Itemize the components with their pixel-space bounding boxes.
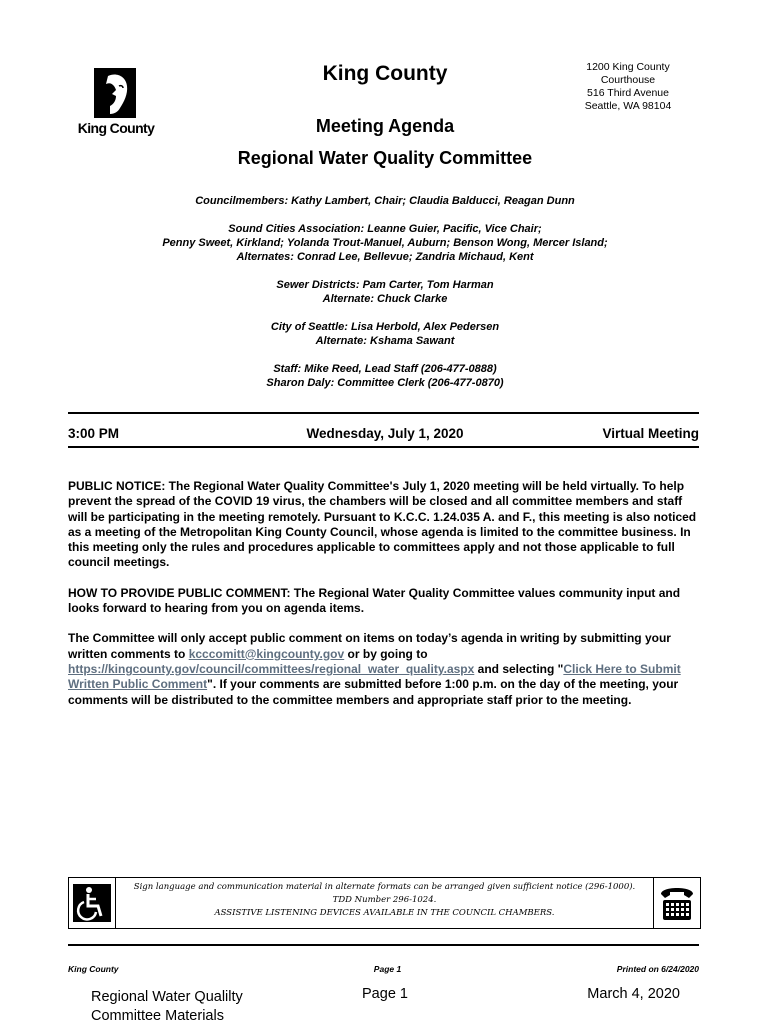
- tdd-phone-icon: [654, 878, 700, 928]
- accessibility-line: TDD Number 296-1024.: [332, 895, 437, 905]
- councilmembers: [60, 194, 710, 208]
- materials-label: [91, 988, 291, 1026]
- instructions-text: and selecting ": [474, 661, 564, 676]
- accessibility-text: [125, 881, 644, 920]
- divider: [68, 446, 699, 448]
- staff-line: Sharon Daly: Committee Clerk (206-477-0870): [266, 377, 504, 389]
- footer-printed: Printed on 6/24/2020: [616, 964, 699, 974]
- committee-url-link[interactable]: https://kingcounty.gov/council/committees/regional_water_quality.aspx: [68, 661, 475, 676]
- agenda-heading: Meeting Agenda: [315, 116, 455, 136]
- footer-org: King County: [68, 964, 119, 974]
- wheelchair-icon: [69, 878, 115, 928]
- sewer-districts-line: Alternate: Chuck Clarke: [322, 293, 448, 305]
- public-notice: PUBLIC NOTICE: The Regional Water Quality Committee's July 1, 2020 meeting will be held virtually. To help prevent the spread of the COVID 19 virus, the chambers will be closed and all committee members and staff will be participating in the meeting remotely. Pursuant to K.C.C. 1.24.035 A. and F., this meeting is also noticed as a meeting of the Metropolitan King County Council, whose agenda is limited to the committee business. In this meeting only the rules and procedures applicable to committees apply and not those applicable to full council meetings.: [68, 479, 697, 570]
- materials-line: Committee Materials: [91, 1008, 224, 1024]
- materials-date: March 4, 2020: [587, 986, 680, 1002]
- footer-page: Page 1: [373, 964, 402, 974]
- address-line: 516 Third Avenue: [587, 87, 669, 99]
- meeting-location: Virtual Meeting: [602, 426, 699, 441]
- logo-text: King County: [77, 120, 155, 136]
- divider: [68, 412, 699, 414]
- seattle-line: Alternate: Kshama Sawant: [315, 335, 455, 347]
- wheelchair-box: [69, 878, 116, 928]
- sound-cities-line: Alternates: Conrad Lee, Bellevue; Zandria Michaud, Kent: [236, 251, 534, 263]
- address-line: Courthouse: [600, 74, 656, 86]
- sound-cities-line: Sound Cities Association: Leanne Guier, Pacific, Vice Chair;: [228, 223, 542, 235]
- page-title: King County: [322, 62, 448, 85]
- email-link[interactable]: kcccomitt@kingcounty.gov: [188, 646, 345, 661]
- staff: [60, 362, 710, 390]
- member-list: [60, 194, 710, 404]
- address-line: Seattle, WA 98104: [584, 100, 672, 112]
- meeting-time: 3:00 PM: [68, 426, 120, 441]
- address-line: 1200 King County: [586, 61, 670, 73]
- instructions-text: The Committee will only accept public comment on items on today’s agenda in writing by submitting your written comments to: [68, 631, 671, 661]
- sewer-districts-line: Sewer Districts: Pam Carter, Tom Harman: [276, 279, 494, 291]
- notice-body: [68, 479, 700, 723]
- sewer-districts: [60, 278, 710, 306]
- seattle-line: City of Seattle: Lisa Herbold, Alex Pedersen: [270, 321, 500, 333]
- king-county-logo-icon: [94, 68, 136, 118]
- address-block: [560, 61, 696, 113]
- sound-cities-line: Penny Sweet, Kirkland; Yolanda Trout-Manuel, Auburn; Benson Wong, Mercer Island;: [162, 237, 608, 249]
- instructions-text: ". If your comments are submitted before 1:00 p.m. on the day of the meeting, your comments will be distributed to the committee members and appropriate staff prior to the meeting.: [68, 677, 679, 707]
- materials-line: Regional Water Qualilty: [91, 989, 243, 1005]
- tdd-box: [653, 878, 700, 928]
- how-to-comment: HOW TO PROVIDE PUBLIC COMMENT: The Regional Water Quality Committee values community input and looks forward to hearing from you on agenda items.: [68, 585, 681, 616]
- committee-heading: Regional Water Quality Committee: [237, 148, 533, 168]
- accessibility-banner: [68, 877, 701, 929]
- comment-instructions: [68, 631, 700, 707]
- divider: [68, 944, 699, 946]
- city-of-seattle: [60, 320, 710, 348]
- accessibility-line: Sign language and communication material in alternate formats can be arranged given sufficient notice (296-1000).: [133, 882, 636, 892]
- submit-comment-link[interactable]: Click Here to Submit Written Public Comment: [68, 661, 681, 692]
- sound-cities: [60, 222, 710, 264]
- councilmembers-text: Councilmembers: Kathy Lambert, Chair; Claudia Balducci, Reagan Dunn: [195, 195, 575, 207]
- accessibility-line: ASSISTIVE LISTENING DEVICES AVAILABLE IN THE COUNCIL CHAMBERS.: [214, 908, 555, 918]
- king-county-logo: [68, 68, 164, 142]
- staff-line: Staff: Mike Reed, Lead Staff (206-477-0888): [273, 363, 497, 375]
- materials-page: Page 1: [362, 986, 408, 1002]
- instructions-text: or by going to: [344, 646, 428, 661]
- meeting-date: Wednesday, July 1, 2020: [306, 426, 464, 441]
